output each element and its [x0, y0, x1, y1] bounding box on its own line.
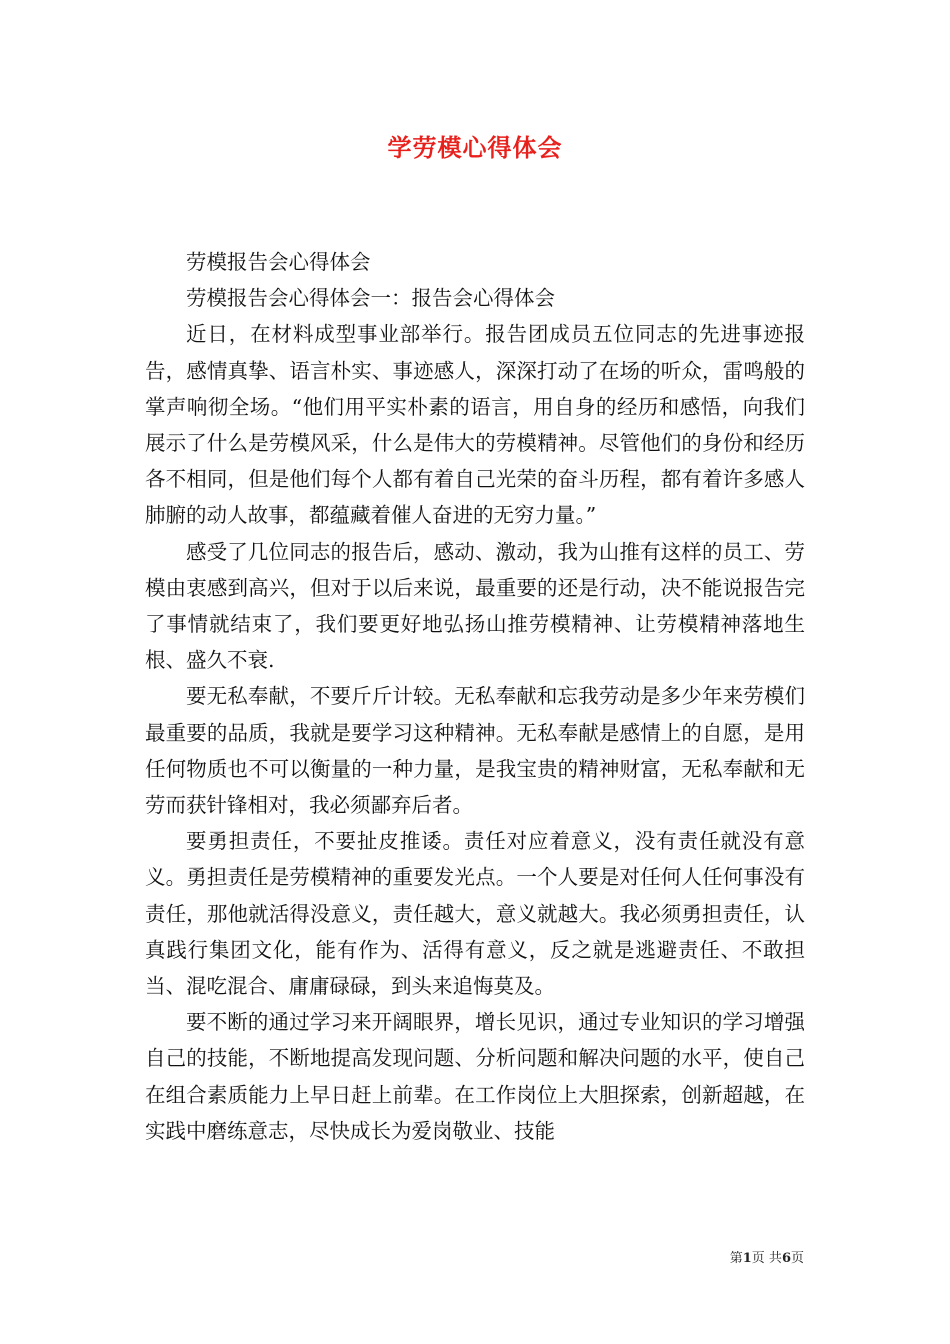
- footer-suffix: 页: [790, 1251, 804, 1266]
- paragraph: 要无私奉献，不要斤斤计较。无私奉献和忘我劳动是多少年来劳模们最重要的品质，我就是要学习这种精神。无私奉献是感情上的自愿，是用任何物质也不可以衡量的一种力量，是我宝贵的精神财富，无私奉献和无劳而获针锋相对，我必须鄙弃后者。: [145, 684, 805, 818]
- paragraph: 要勇担责任，不要扯皮推诿。责任对应着意义，没有责任就没有意义。勇担责任是劳模精神的重要发光点。一个人要是对任何人任何事没有责任，那他就活得没意义，责任越大，意义就越大。我必须勇担责任，认真践行集团文化，能有作为、活得有意义，反之就是逃避责任、不敢担当、混吃混合、庸庸碌碌，到头来追悔莫及。: [145, 829, 805, 999]
- document-body: [145, 244, 805, 1149]
- paragraph: 感受了几位同志的报告后，感动、激动，我为山推有这样的员工、劳模由衷感到高兴，但对于以后来说，最重要的还是行动，决不能说报告完了事情就结束了，我们要更好地弘扬山推劳模精神、让劳模精神落地生根、盛久不衰.: [145, 539, 805, 673]
- paragraph: 要不断的通过学习来开阔眼界，增长见识，通过专业知识的学习增强自己的技能，不断地提高发现问题、分析问题和解决问题的水平，使自己在组合素质能力上早日赶上前辈。在工作岗位上大胆探索，创新超越，在实践中磨练意志，尽快成长为爱岗敬业、技能: [145, 1010, 805, 1143]
- paragraph-subheading: 劳模报告会心得体会一：报告会心得体会: [186, 286, 555, 311]
- paragraph-heading: 劳模报告会心得体会: [186, 250, 371, 274]
- footer-middle: 页 共: [751, 1251, 782, 1266]
- document-title: 学劳模心得体会: [387, 133, 563, 162]
- current-page-number: 1: [742, 1251, 752, 1266]
- paragraph: 近日，在材料成型事业部举行。报告团成员五位同志的先进事迹报告，感情真挚、语言朴实、事迹感人，深深打动了在场的听众，雷鸣般的掌声响彻全场。“他们用平实朴素的语言，用自身的经历和感悟，向我们展示了什么是劳模风采，什么是伟大的劳模精神。尽管他们的身份和经历各不相同，但是他们每个人都有着自己光荣的奋斗历程，都有着许多感人肺腑的动人故事，都蕴藏着催人奋进的无穷力量。”: [145, 322, 805, 528]
- total-page-count: 6: [781, 1251, 791, 1266]
- page-number-footer: [730, 1247, 804, 1266]
- footer-prefix: 第: [729, 1251, 743, 1266]
